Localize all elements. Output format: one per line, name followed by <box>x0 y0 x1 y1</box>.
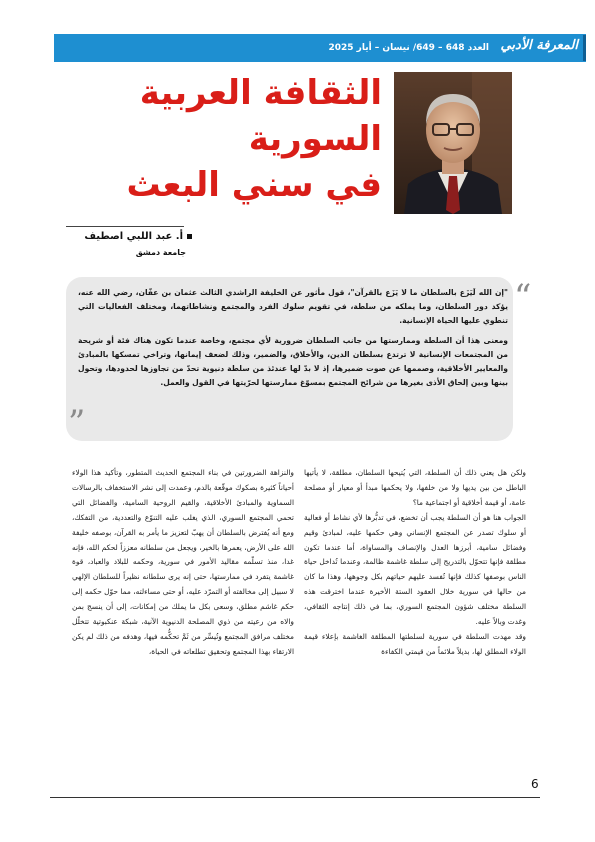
open-quote-icon: “ <box>514 277 532 317</box>
author-portrait-icon <box>394 72 512 214</box>
issue-info: العدد 648 – 649/ نيسان – أيار 2025 <box>328 43 489 53</box>
body-paragraph: ولكن هل يعني ذلك أن السلطة، التي يُتيحها السلطان، مطلقة، لا يأتيها الباطل من بين يديها ولا من خلفها، ولا يحكمها مبدأ أو معيار أو مصلحة عامة، أو قيمة أخلاقية أو اجتماعية ما؟ <box>304 468 526 507</box>
bullet-icon <box>187 234 192 239</box>
author-name-text: أ. عبد اللبي اصطيف <box>84 231 183 242</box>
page-number: 6 <box>531 777 539 791</box>
body-paragraph: والنزاهة الضرورتين في بناء المجتمع الحديث المتطور، وتأكيد هذا الولاء أحياناً كثيرة بصكوك موقّعة بالدم، وعمدت إلى نشر الاستخفاف بالرسالات السماوية والمبادئ الأخلاقية، والقيم الروحية السامية، والفضائل التي تحمي المجتمع السوري، الذي يغلب عليه التنوّع والتعددية، من التفكك، ومع أنه يُفترض بالسلطان أن يهبّ لتعزيز ما يأمر به القرآن، بوصفه خليفة الله على الأرض، يعمرها بالخير، ويجعل من سلطانه معززاً لحكم الله، فإنه غدا، منذ تسلّمه مقاليد الأمور في سورية، وحكمه للبلاد والعباد، قوة غاشمة يتفرد في ممارستها، حتى إنه يرى سلطانه نظيراً للسلطان الإلهي لا سبيل إلى مخالفته أو التمرّد عليه، أو حتى مساءلته، مما حوّل حكمه إلى حكم غاشم مطلق، وسعى بكل ما يملك من إمكانات، إلى أن ينسج بمن والاه من رعيته من ذوي المصلحة الدنيوية الآنية، شبكة عنكبوتية تتخلّل مختلف مرافق المجتمع وتُيسِّر من ثَمَّ تحكُّمه فيها، وهدفه من ذلك لم يكن الارتقاء بهذا المجتمع وتحقيق تطلعاته في الحياة، <box>72 468 294 656</box>
title-line-2: السورية <box>248 119 382 159</box>
pullquote-paragraph-1: "إن الله لَيَزَع بالسلطان ما لا يَزَع بالقرآن"، قول مأثور عن الخليفة الراشدي الثالث عثمان بن عفّان، رضي الله عنه، يؤكد دور السلطان، وما يملكه من سلطة، في تقويم سلوك الفرد والمجتمع ونشاطاتهما، ومختلف الفعاليات التي تنطوي عليها الحياة الإنسانية. <box>78 288 508 325</box>
close-quote-icon: ” <box>68 403 86 443</box>
pullquote-paragraph-2: ومعنى هذا أن السلطة وممارستها من جانب السلطان ضرورية لأي مجتمع، وخاصة عندما تكون هناك فئة أو شريحة من المجتمعات الإنسانية لا ترتدع بسلطان الدين، والأخلاق، والضمير، وذلك لضعف إيمانها، وتراخي تمسكها بالمبادئ والمعايير الأخلاقية، وصممها عن صوت ضميرها، إذ لا بدّ لها عندئذ من سلطة دنيوية تحدّ من تجاوزها لحدودها، وتحول بينها وبين إلحاق الأذى بغيرها من شرائح المجتمع بمسوّغ ممارستها لحرّيتها في القول والعمل. <box>78 336 508 387</box>
logo-accent-mark <box>583 35 586 61</box>
author-name <box>66 231 192 242</box>
author-divider <box>66 226 184 227</box>
body-paragraph: الجواب هنا هو أن السلطة يجب أن تخضع، في تدبُّرها لأي نشاط أو فعالية أو سلوك تصدر عن المجتمع الإنساني وهي حكمها عليه، لمبادئ وقيم وفضائل سامية، أبرزها العدل والإنصاف والمساواة، أما عندما تكون مطلقة فإنها تتحوّل بالتدريج إلى سلطة غاشمة ظالمة، وعندما تُداخل حياة الناس بوصفها كذلك فإنها تُفسد عليهم حياتهم بكل وجوهها، وهذا ما كان من حالها في سورية خلال العقود الستة الأخيرة عندما اخترقت هذه السلطة مختلف شؤون المجتمع السوري، بما في ذلك إنتاجه الثقافي، وغدت وبالاً عليه. <box>304 512 526 627</box>
footer-divider <box>50 797 540 798</box>
title-line-3: في سني البعث <box>126 165 382 205</box>
magazine-logo: المعرفة الأدبي <box>500 38 578 53</box>
body-column-right <box>304 466 526 660</box>
article-title <box>126 70 382 208</box>
body-column-left <box>72 466 294 660</box>
issue-header-bar <box>54 34 586 62</box>
pullquote-text <box>78 286 508 396</box>
author-affiliation: جامعة دمشق <box>135 248 186 257</box>
author-photo <box>394 72 512 214</box>
title-line-1: الثقافة العربية <box>139 73 382 113</box>
body-paragraph: وقد مهدت السلطة في سورية لسلطتها المطلقة الغاشمة بإعلاء قيمة الولاء المطلق لها، بديلاً ملائماً من قيمتي الكفاءة <box>304 631 526 656</box>
